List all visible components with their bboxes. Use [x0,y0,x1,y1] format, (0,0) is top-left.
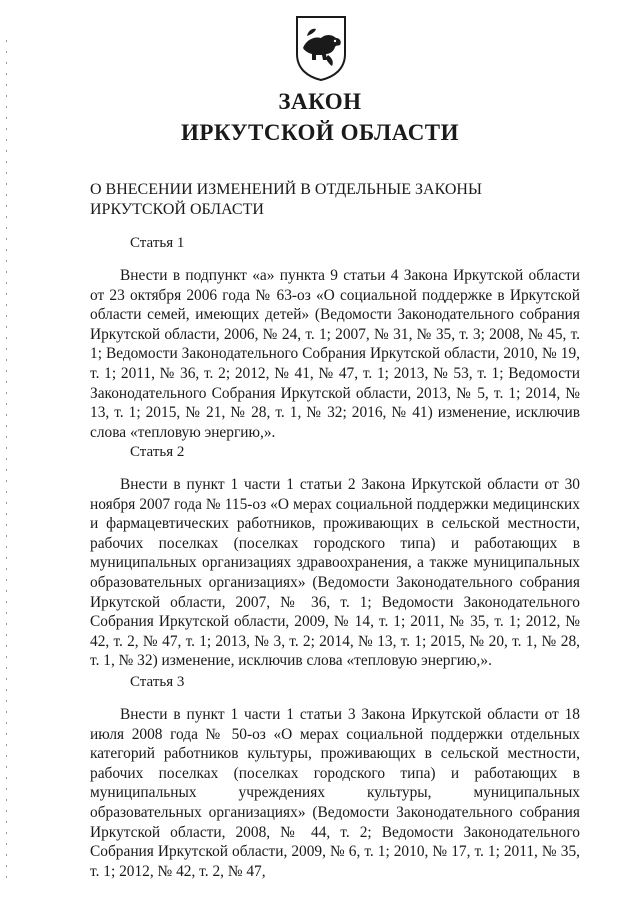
article-2-text: Внести в пункт 1 части 1 статьи 2 Закона Иркутской области от 30 ноября 2007 года № 115-оз «О мерах социальной поддержки медицинских и фармацевтических работников, проживающих в сельской местности, рабочих поселках (поселках городского типа) и работающих в муниципальных организациях здравоохранения, а также муниципальных образовательных организациях» (Ведомости Законодательного собрания Иркутской области, 2007, № 36, т. 1; Ведомости Законодательного Собрания Иркутской области, 2009, № 14, т. 1; 2011, № 35, т. 1; 2012, № 42, т. 2, № 47, т. 1; 2013, № 3, т. 2; 2014, № 13, т. 1; 2015, № 20, т. 1, № 28, т. 1, № 32) изменение, исключив слова «тепловую энергию,». [90,476,580,670]
law-subject: О ВНЕСЕНИИ ИЗМЕНЕНИЙ В ОТДЕЛЬНЫЕ ЗАКОНЫ ИРКУТСКОЙ ОБЛАСТИ [90,181,482,218]
article-3-text: Внести в пункт 1 части 1 статьи 3 Закона Иркутской области от 18 июля 2008 года № 50-оз «О мерах социальной поддержки отдельных категорий работников культуры, проживающих в сельской местности, рабочих поселках (поселках городского типа) и работающих в муниципальных учреждениях культуры, муниципальных образовательных организациях» (Ведомости Законодательного собрания Иркутской области, 2008, № 44, т. 2; Ведомости Законодательного Собрания Иркутской области, 2009, № 6, т. 1; 2010, № 17, т. 1; 2011, № 35, т. 1; 2012, № 42, т. 2, № 47, [90,706,580,880]
article-1-text: Внести в подпункт «а» пункта 9 статьи 4 Закона Иркутской области от 23 октября 2006 года № 63-оз «О социальной поддержке в Иркутской области семей, имеющих детей» (Ведомости Законодательного собрания Иркутской области, 2006, № 24, т. 1; 2007, № 31, № 35, т. 3; 2008, № 45, т. 1; Ведомости Законодательного Собрания Иркутской области, 2010, № 19, т. 1; 2011, № 36, т. 2; 2012, № 41, № 47, т. 1; 2013, № 53, т. 1; Ведомости Законодательного Собрания Иркутской области, 2013, № 5, т. 1; 2014, № 13, т. 1; 2015, № 21, № 28, т. 1, № 32; 2016, № 41) изменение, исключив слова «тепловую энергию,». [90,267,580,441]
article-1-heading: Статья 1 [130,235,185,251]
irkutsk-coat-of-arms-icon [294,14,348,82]
scan-edge-marks [6,40,7,885]
article-3-heading: Статья 3 [130,674,185,690]
law-title-line-2: ИРКУТСКОЙ ОБЛАСТИ [180,120,460,145]
law-title [0,86,640,148]
law-title-line-1: ЗАКОН [278,89,362,114]
article-2-heading: Статья 2 [130,444,185,460]
